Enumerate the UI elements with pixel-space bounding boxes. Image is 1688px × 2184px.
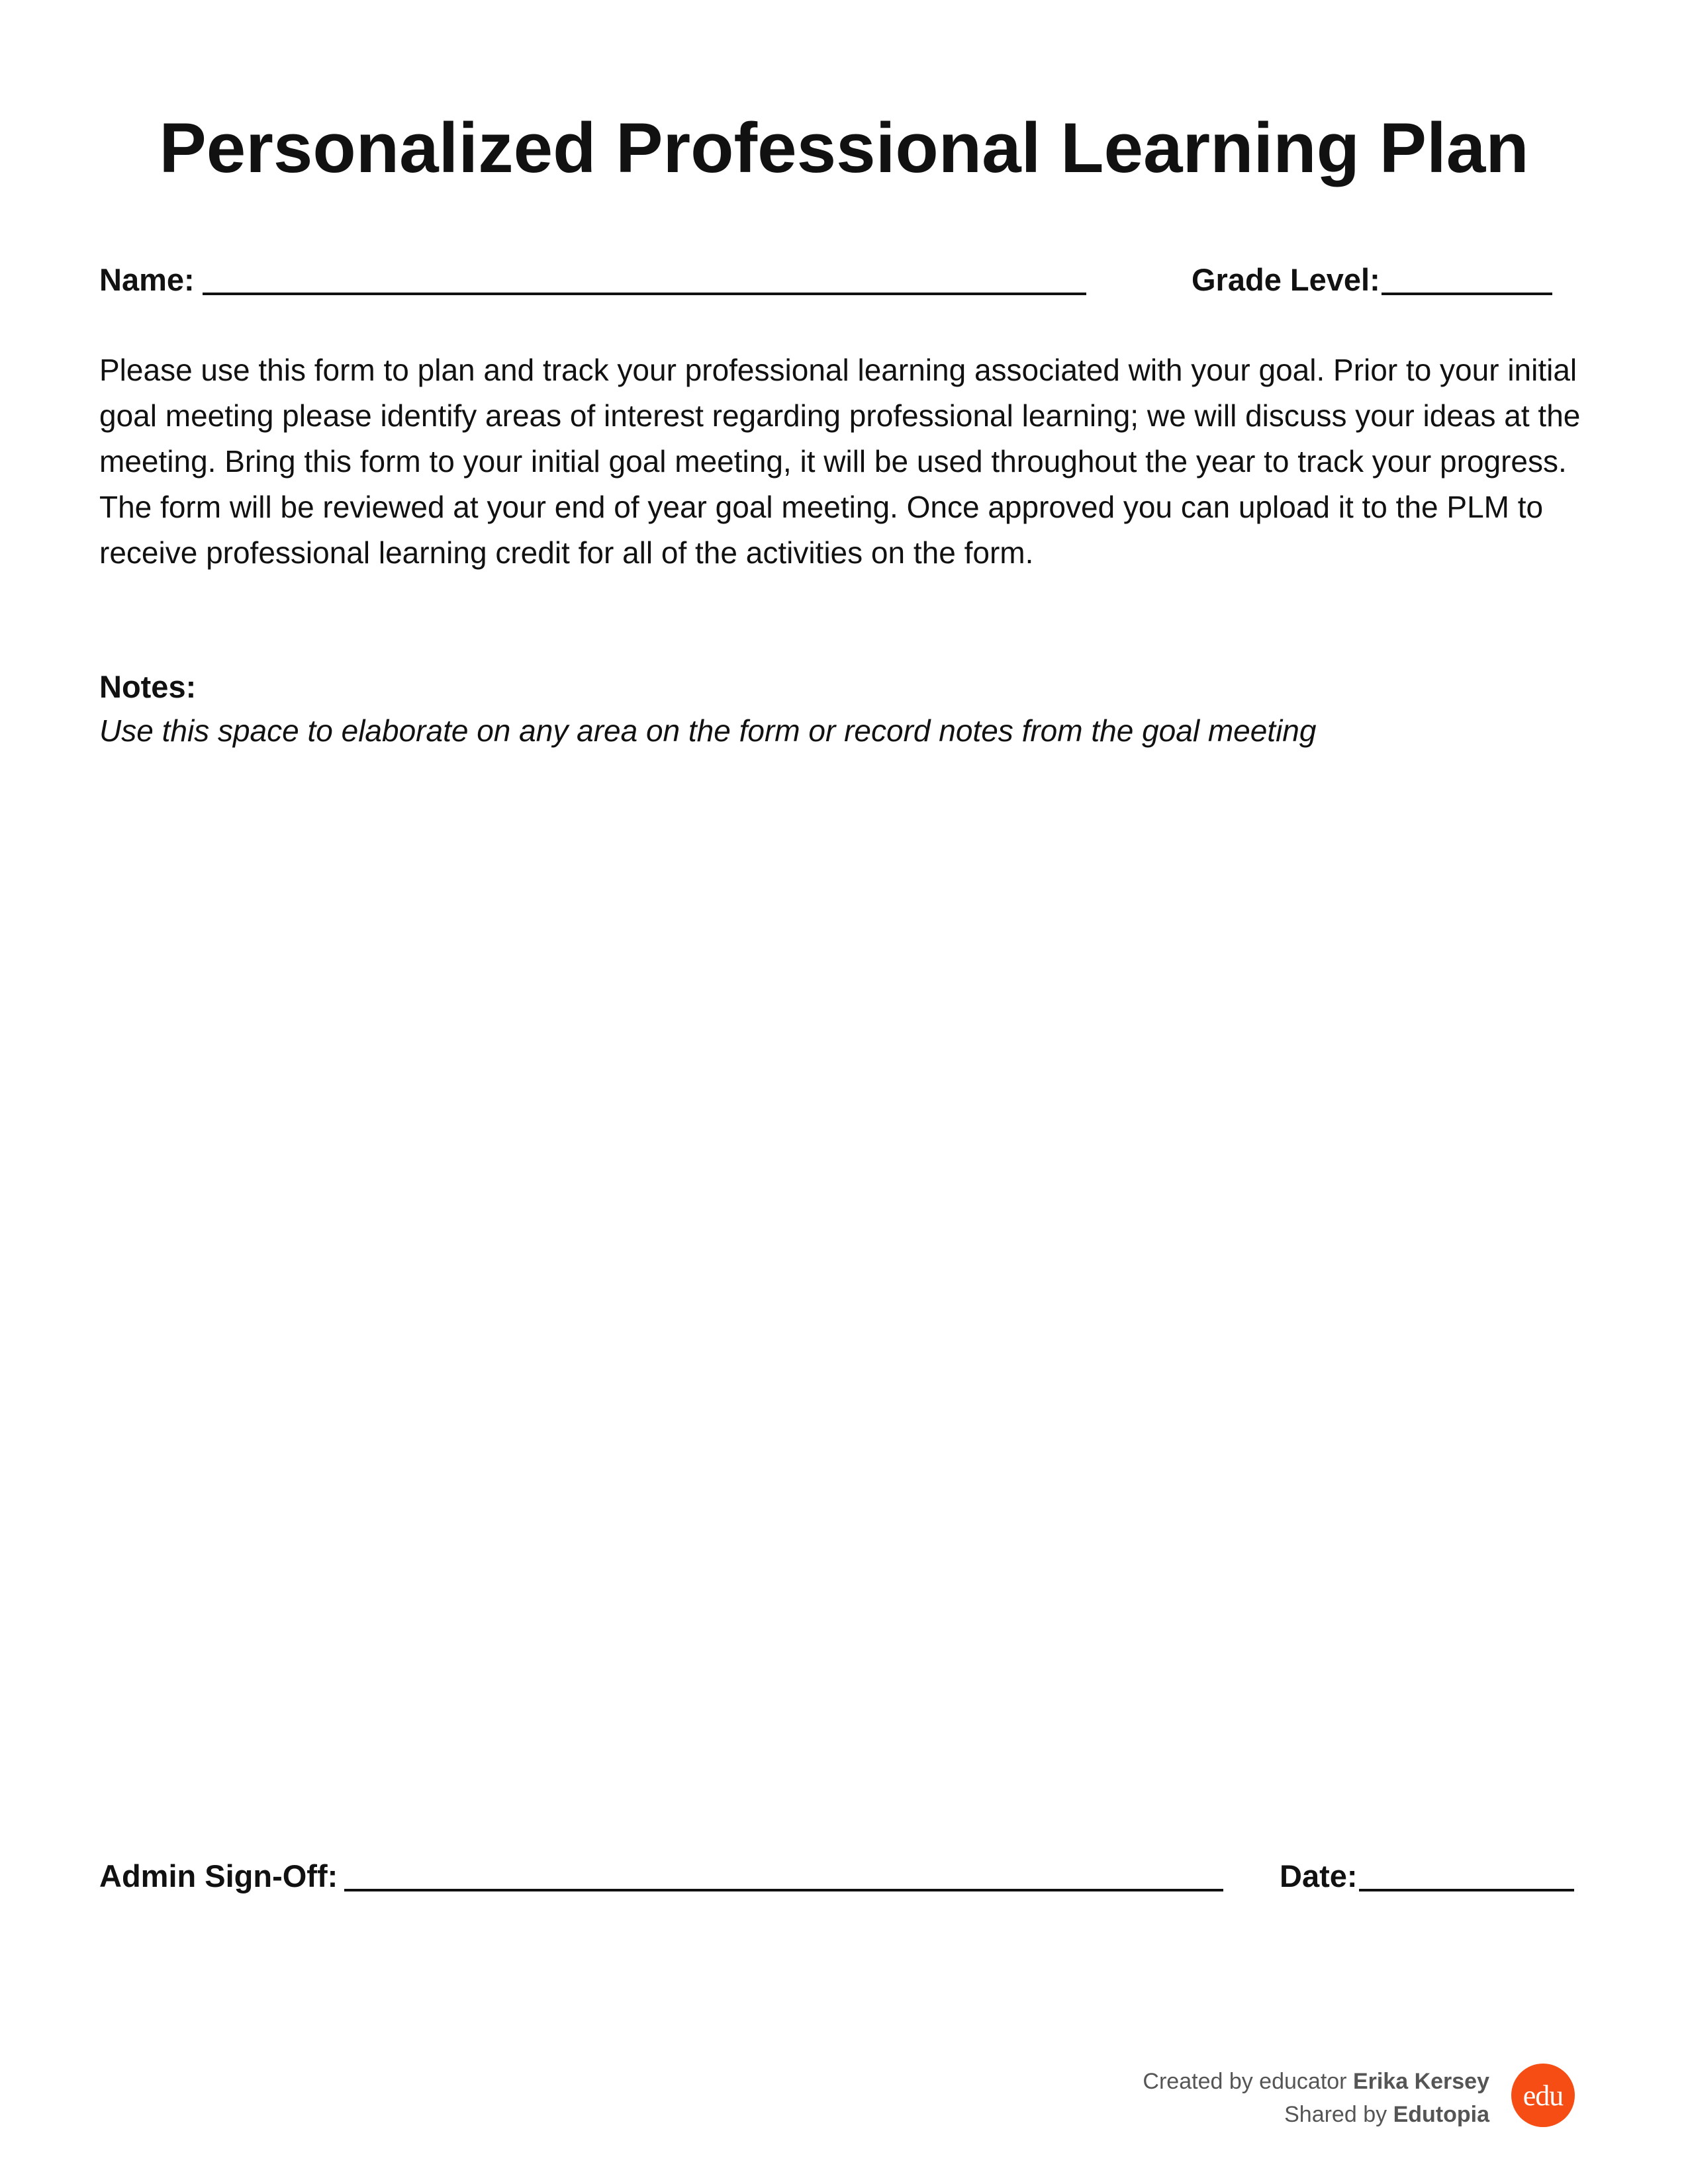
created-by-line [1143, 2065, 1489, 2098]
grade-level-field[interactable] [1382, 293, 1552, 295]
page-title: Personalized Professional Learning Plan [159, 108, 1529, 187]
admin-signoff-row [99, 1852, 1223, 1891]
name-label: Name: [99, 262, 195, 297]
creator-name: Erika Kersey [1352, 2069, 1489, 2094]
date-field-row [1280, 1852, 1574, 1891]
footer-credit [1143, 2065, 1489, 2131]
date-label: Date: [1280, 1858, 1358, 1893]
date-field[interactable] [1359, 1889, 1574, 1891]
admin-signoff-label: Admin Sign-Off: [99, 1858, 338, 1893]
name-field[interactable] [203, 293, 1086, 295]
shared-by-prefix: Shared by [1284, 2102, 1387, 2127]
grade-level-field-row [1192, 255, 1552, 295]
name-field-row [99, 255, 1086, 295]
notes-label: Notes: [99, 669, 197, 704]
shared-by-line [1143, 2098, 1489, 2131]
notes-area[interactable] [99, 761, 1595, 1807]
created-by-prefix: Created by educator [1143, 2069, 1347, 2094]
edutopia-logo-icon: edu [1511, 2064, 1575, 2127]
sharer-name: Edutopia [1393, 2102, 1489, 2127]
admin-signoff-field[interactable] [344, 1889, 1223, 1891]
notes-hint: Use this space to elaborate on any area on the form or record notes from the goal meeting [99, 713, 1317, 748]
grade-level-label: Grade Level: [1192, 262, 1380, 297]
instructions-paragraph: Please use this form to plan and track your professional learning associated with your goal. Prior to your initial goal meeting please identify areas of interest regarding professional learning; we will discuss your ideas at the meeting. Bring this form to your initial goal meeting, it will be used throughout the year to track your progress. The form will be reviewed at your end of year goal meeting. Once approved you can upload it to the PLM to receive professional learning credit for all of the activities on the form. [99, 353, 1581, 570]
